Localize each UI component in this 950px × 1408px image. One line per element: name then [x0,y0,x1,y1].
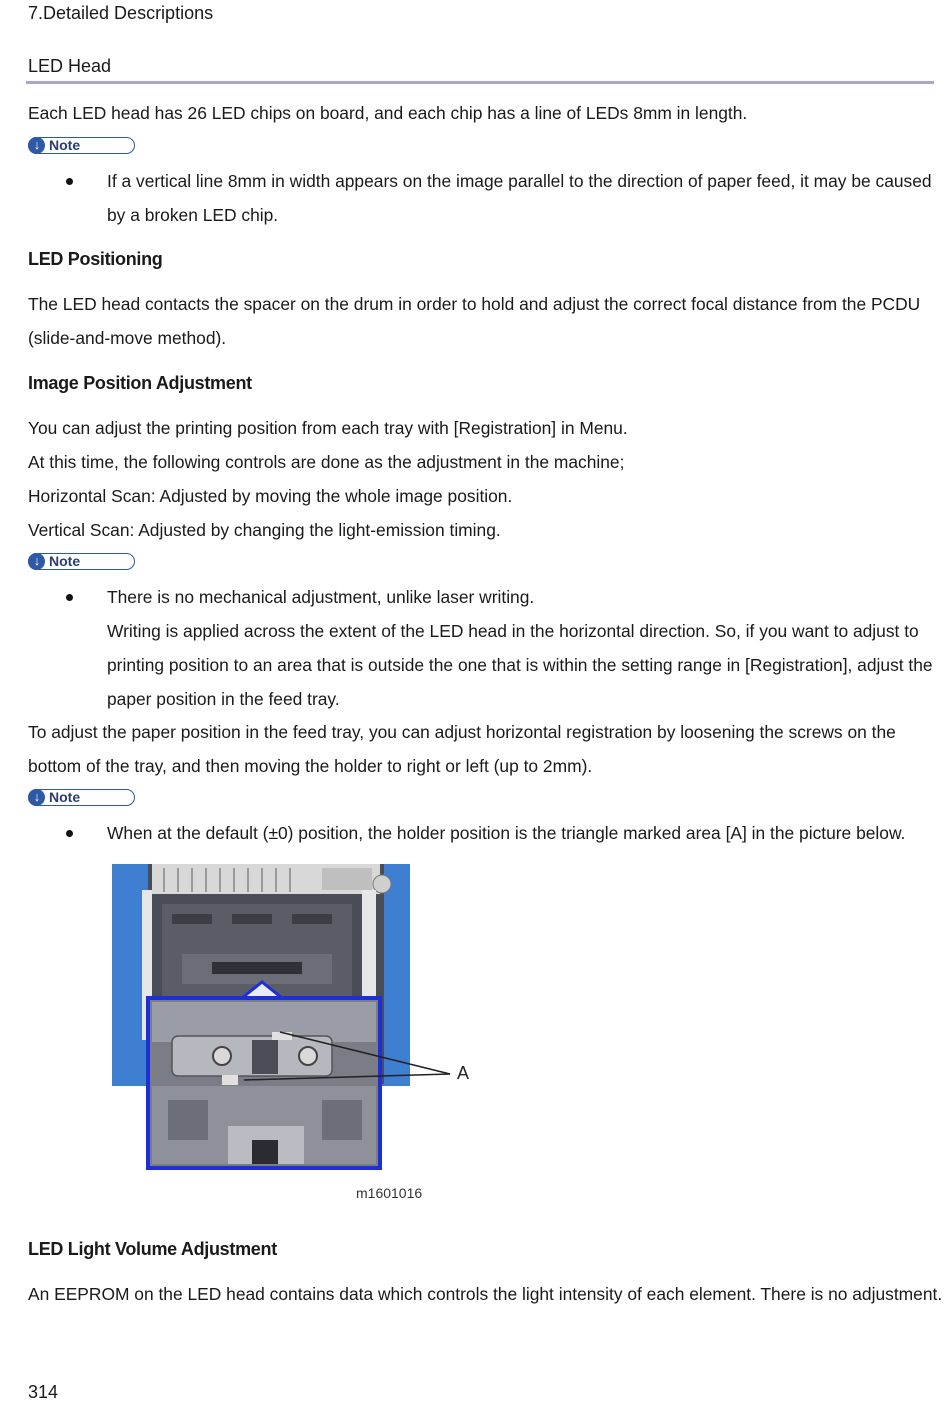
note2-line4: paper position in the feed tray. [107,689,340,709]
down-arrow-icon: ↓ [33,553,41,568]
led-positioning-line2: (slide-and-move method). [28,328,227,348]
bullet-icon [66,594,73,601]
bullet-icon [66,830,73,837]
tray-adjust-line1: To adjust the paper position in the feed tray, you can adjust horizontal registration by loosening the screws on the [28,722,896,742]
note1-line1: If a vertical line 8mm in width appears on the image parallel to the direction of paper feed, it may be caused [107,171,932,191]
light-volume-heading: LED Light Volume Adjustment [28,1239,277,1259]
bullet-icon [66,178,73,185]
intro-paragraph: Each LED head has 26 LED chips on board, and each chip has a line of LEDs 8mm in length. [28,103,748,123]
page-number: 314 [28,1382,59,1402]
light-volume-line1: An EEPROM on the LED head contains data which controls the light intensity of each element. There is no adjustment. [28,1284,943,1304]
led-positioning-heading: LED Positioning [28,249,163,269]
led-positioning-line1: The LED head contacts the spacer on the drum in order to hold and adjust the correct focal distance from the PCDU [28,294,921,314]
section-title: LED Head [28,56,112,76]
image-position-line: At this time, the following controls are done as the adjustment in the machine; [28,452,625,472]
note-label: Note [49,553,81,569]
note-badge [28,789,135,806]
screw [213,1047,231,1065]
note2-line1: There is no mechanical adjustment, unlike laser writing. [107,587,535,607]
figure-label-a: A [457,1063,470,1083]
note-badge [28,553,135,570]
image-position-heading: Image Position Adjustment [28,373,252,393]
note2-line2: Writing is applied across the extent of the LED head in the horizontal direction. So, if you want to adjust to [107,621,919,641]
image-position-line: Vertical Scan: Adjusted by changing the light-emission timing. [28,520,501,540]
note1-line2: by a broken LED chip. [107,205,279,225]
image-position-line: Horizontal Scan: Adjusted by moving the whole image position. [28,486,513,506]
down-arrow-icon: ↓ [33,137,41,152]
image-position-line: You can adjust the printing position from each tray with [Registration] in Menu. [28,418,628,438]
note-label: Note [49,789,81,805]
header-rule [26,81,934,84]
note3-line1: When at the default (±0) position, the holder position is the triangle marked area [A] in the picture below. [107,823,906,843]
screw [299,1047,317,1065]
note-label: Note [49,137,81,153]
note-badge [28,137,135,154]
figure-caption: m1601016 [356,1185,423,1201]
chapter-header: 7.Detailed Descriptions [28,3,214,23]
tray-photo [112,864,472,1204]
down-arrow-icon: ↓ [33,789,41,804]
note2-line3: printing position to an area that is outside the one that is within the setting range in [Registration], adjust the [107,655,933,675]
tray-adjust-line2: bottom of the tray, and then moving the holder to right or left (up to 2mm). [28,756,593,776]
